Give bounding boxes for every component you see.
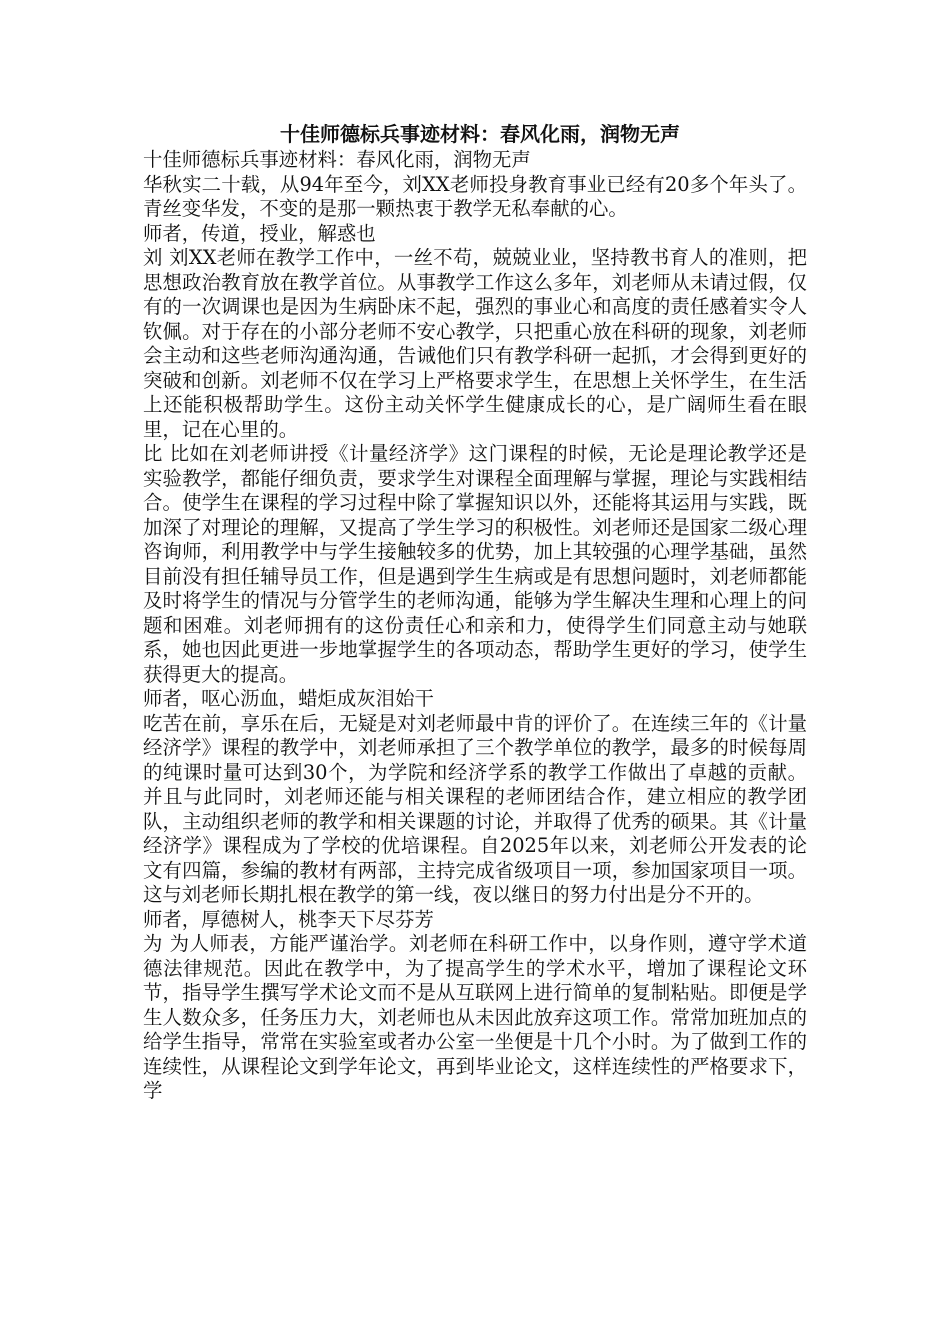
- section-heading-teaching: 师者，传道，授业，解惑也: [143, 221, 376, 245]
- paragraph-academic-rigor: 为 为人师表，方能严谨治学。刘老师在科研工作中，以身作则，遵守学术道德法律规范。因此在教学中，为了提高学生的学术水平，增加了课程论文环节，指导学生撰写学术论文而不是从互联网上进行简单的复制粘贴。即便是学生人数众多，任务压力大，刘老师也从未因此放弃这项工作。常常加班加点的给学生指导，常常在实验室或者办公室一坐便是十几个小时。为了做到工作的连续性，从课程论文到学年论文，再到毕业论文，这样连续性的严格要求下，学: [143, 932, 807, 1102]
- paragraph-teaching-attitude: 刘 刘XX老师在教学工作中，一丝不苟，兢兢业业，坚持教书育人的准则，把思想政治教育放在教学首位。从事教学工作这么多年，刘老师从未请过假，仅有的一次调课也是因为生病卧床不起，强烈的事业心和高度的责任感着实令人钦佩。对于存在的小部分老师不安心教学，只把重心放在科研的现象，刘老师会主动和这些老师沟通沟通，告诫他们只有教学科研一起抓，才会得到更好的突破和创新。刘老师不仅在学习上严格要求学生，在思想上关怀学生，在生活上还能积极帮助学生。这份主动关怀学生健康成长的心，是广阔师生看在眼里，记在心里的。: [143, 246, 807, 441]
- document-page: [143, 120, 807, 1104]
- section-heading-dedication: 师者，呕心沥血，蜡炬成灰泪始干: [143, 687, 434, 710]
- paragraph-workload: 吃苦在前，享乐在后，无疑是对刘老师最中肯的评价了。在连续三年的《计量经济学》课程的教学中，刘老师承担了三个教学单位的教学，最多的时候每周的纯课时量可达到30个，为学院和经济学系的教学工作做出了卓越的贡献。并且与此同时，刘老师还能与相关课程的老师团结合作，建立相应的教学团队，主动组织老师的教学和相关课题的讨论，并取得了优秀的硕果。其《计量经济学》课程成为了学校的优培课程。自2025年以来，刘老师公开发表的论文有四篇，参编的教材有两部，主持完成省级项目一项，参加国家项目一项。这与刘老师长期扎根在教学的第一线，夜以继日的努力付出是分不开的。: [143, 711, 807, 906]
- subtitle-line: 十佳师德标兵事迹材料：春风化雨，润物无声: [143, 148, 531, 171]
- paragraph-econometrics-course: 比 比如在刘老师讲授《计量经济学》这门课程的时候，无论是理论教学还是实验教学，都能仔细负责，要求学生对课程全面理解与掌握，理论与实践相结合。使学生在课程的学习过程中除了掌握知识以外，还能将其运用与实践，既加深了对理论的理解，又提高了学生学习的积极性。刘老师还是国家二级心理咨询师，利用教学中与学生接触较多的优势，加上其较强的心理学基础，虽然目前没有担任辅导员工作，但是遇到学生生病或是有思想问题时，刘老师都能及时将学生的情况与分管学生的老师沟通，能够为学生解决生理和心理上的问题和困难。刘老师拥有的这份责任心和亲和力，使得学生们同意主动与她联系，她也因此更进一步地掌握学生的各项动态，帮助学生更好的学习，使学生获得更大的提高。: [143, 442, 807, 686]
- section-heading-virtue: 师者，厚德树人，桃李天下尽芬芳: [143, 907, 434, 931]
- document-title: 十佳师德标兵事迹材料：春风化雨，润物无声: [280, 122, 680, 146]
- intro-paragraph: 华秋实二十载，从94年至今，刘XX老师投身教育事业已经有20多个年头了。青丝变华发，不变的是那一颗热衷于教学无私奉献的心。: [143, 172, 807, 220]
